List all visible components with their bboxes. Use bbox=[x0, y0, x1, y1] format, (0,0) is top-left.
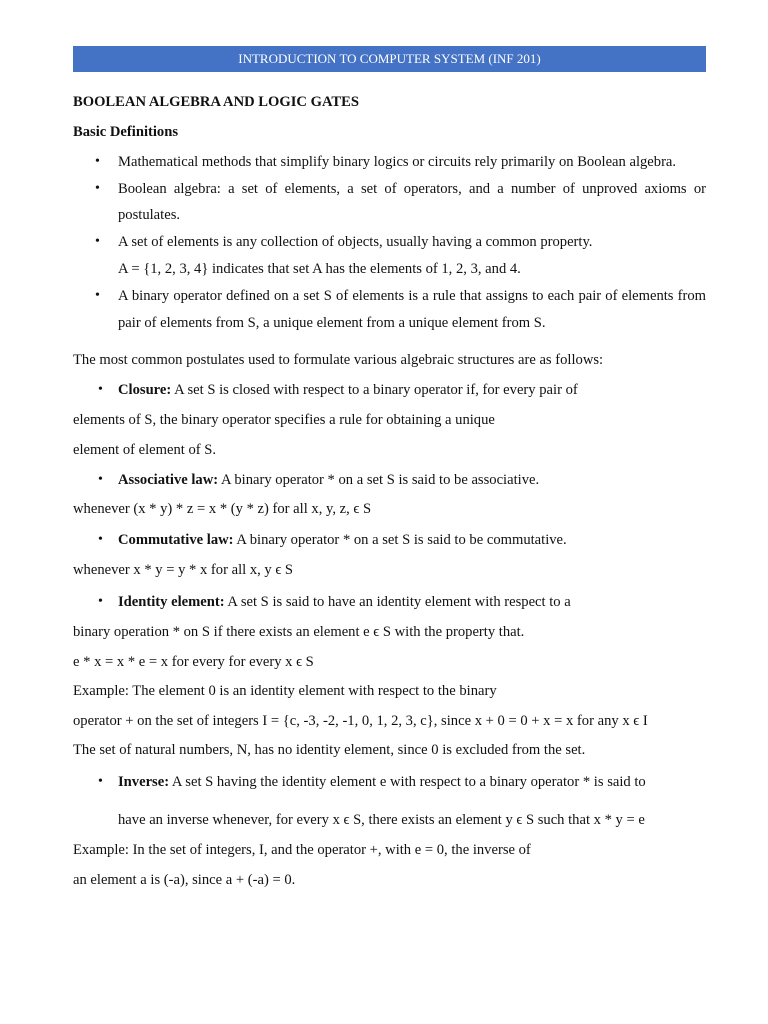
identity-formula: e * x = x * e = x for every for every x ϵ S bbox=[73, 654, 314, 670]
closure-text: A set S is closed with respect to a binary operator if, for every pair of bbox=[171, 382, 578, 398]
definition-item-continued: A = {1, 2, 3, 4} indicates that set A has the elements of 1, 2, 3, and 4. bbox=[118, 261, 521, 277]
identity-text: A set S is said to have an identity element with respect to a bbox=[224, 594, 571, 610]
commutative-term: Commutative law: bbox=[118, 532, 234, 548]
bullet-icon: • bbox=[98, 532, 103, 547]
associative-term: Associative law: bbox=[118, 472, 219, 488]
bullet-icon: • bbox=[95, 181, 100, 196]
identity-example: operator + on the set of integers I = {c, -3, -2, -1, 0, 1, 2, 3, c}, since x + 0 = 0 + x = x for any x ϵ I bbox=[73, 713, 648, 729]
commutative-text: A binary operator * on a set S is said to be commutative. bbox=[233, 532, 567, 548]
identity-note: The set of natural numbers, N, has no identity element, since 0 is excluded from the set. bbox=[73, 742, 586, 758]
closure-text: element of element of S. bbox=[73, 442, 217, 458]
bullet-icon: • bbox=[98, 594, 103, 609]
document-header-title: INTRODUCTION TO COMPUTER SYSTEM (INF 201) bbox=[238, 51, 541, 66]
document-header-bar bbox=[73, 46, 706, 72]
definition-item-continued: postulates. bbox=[118, 207, 181, 223]
inverse-text: A set S having the identity element e with respect to a binary operator * is said to bbox=[169, 774, 646, 790]
definition-item: Boolean algebra: a set of elements, a set of operators, and a number of unproved axioms or bbox=[118, 181, 706, 197]
definition-item: A binary operator defined on a set S of elements is a rule that assigns to each pair of elements from bbox=[118, 288, 706, 304]
closure-text: elements of S, the binary operator specifies a rule for obtaining a unique bbox=[73, 412, 495, 428]
bullet-icon: • bbox=[95, 288, 100, 303]
identity-example: Example: The element 0 is an identity element with respect to the binary bbox=[73, 683, 497, 699]
inverse-text: have an inverse whenever, for every x ϵ S, there exists an element y ϵ S such that x * y = e bbox=[118, 812, 645, 828]
associative-postulate bbox=[118, 470, 539, 490]
bullet-icon: • bbox=[98, 472, 103, 487]
identity-text: binary operation * on S if there exists an element e ϵ S with the property that. bbox=[73, 624, 525, 640]
inverse-example: an element a is (-a), since a + (-a) = 0. bbox=[73, 872, 296, 888]
identity-postulate bbox=[118, 592, 571, 612]
identity-term: Identity element: bbox=[118, 594, 225, 610]
inverse-term: Inverse: bbox=[118, 774, 170, 790]
definition-item-continued: pair of elements from S, a unique element from a unique element from S. bbox=[118, 315, 546, 331]
bullet-icon: • bbox=[98, 382, 103, 397]
commutative-postulate bbox=[118, 530, 567, 550]
bullet-icon: • bbox=[98, 774, 103, 789]
section-title: BOOLEAN ALGEBRA AND LOGIC GATES bbox=[73, 94, 359, 110]
bullet-icon: • bbox=[95, 234, 100, 249]
subsection-title: Basic Definitions bbox=[73, 124, 178, 140]
associative-formula: whenever (x * y) * z = x * (y * z) for all x, y, z, ϵ S bbox=[73, 501, 372, 517]
commutative-formula: whenever x * y = y * x for all x, y ϵ S bbox=[73, 562, 294, 578]
associative-text: A binary operator * on a set S is said to be associative. bbox=[218, 472, 540, 488]
closure-postulate bbox=[118, 380, 578, 400]
definition-item: Mathematical methods that simplify binary logics or circuits rely primarily on Boolean algebra. bbox=[118, 154, 677, 170]
inverse-postulate bbox=[118, 772, 646, 792]
closure-term: Closure: bbox=[118, 382, 172, 398]
bullet-icon: • bbox=[95, 154, 100, 169]
inverse-example: Example: In the set of integers, I, and the operator +, with e = 0, the inverse of bbox=[73, 842, 531, 858]
definition-item: A set of elements is any collection of objects, usually having a common property. bbox=[118, 234, 593, 250]
postulates-intro: The most common postulates used to formulate various algebraic structures are as follows: bbox=[73, 352, 604, 368]
